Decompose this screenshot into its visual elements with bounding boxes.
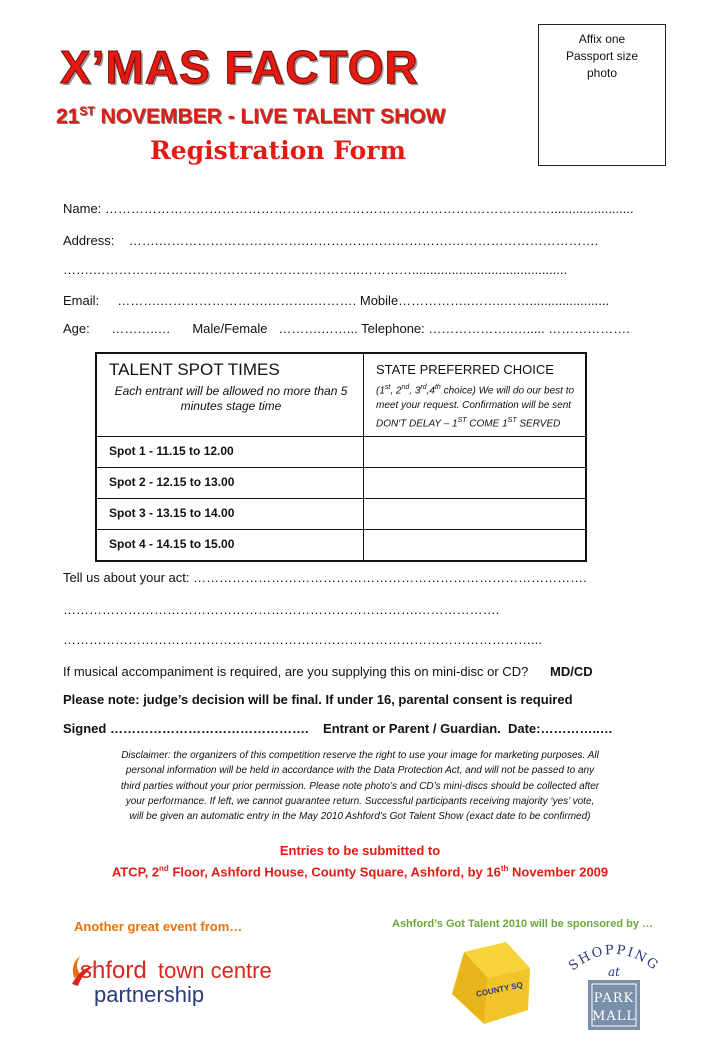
spot-4-label: Spot 4 - 14.15 to 15.00	[96, 529, 364, 561]
address-row	[63, 233, 598, 248]
table-row	[96, 436, 586, 467]
disclaimer: Disclaimer: the organizers of this competition reserve the right to use your image for marketing purposes. All personal information will be held in accordance with the Data Protection Act, and will not be passed to any third parties without your prior permission. Please note photo’s and CD’s mini-discs should be collected after your performance. If left, we cannot guarantee return. Successful participants receiving majority ‘yes’ vote, will be given an automatic entry in the May 2010 Ashford’s Got Talent Show (exact date to be confirmed)	[120, 750, 600, 823]
partnership-wordmark: partnership	[94, 982, 205, 1006]
date-label: Date:	[507, 721, 541, 736]
signed-label: Signed	[63, 721, 107, 736]
act-field-2[interactable]: ……………………………………………………………………….……………….	[63, 602, 500, 617]
signature-row	[63, 721, 613, 736]
music-question: If musical accompaniment is required, are you supplying this on mini-disc or CD?	[63, 664, 529, 679]
spot-3-choice-input[interactable]	[364, 498, 587, 529]
signature-field[interactable]: ……………………………………….	[109, 721, 309, 736]
photo-box-line2: Passport size	[565, 49, 639, 63]
spot-2-label: Spot 2 - 12.15 to 13.00	[96, 467, 364, 498]
gender-label: Male/Female	[192, 321, 268, 336]
town-centre-wordmark: town centre	[158, 958, 272, 983]
name-row	[63, 201, 634, 216]
gender-field[interactable]: ……….……...	[278, 321, 358, 336]
entrant-label: Entrant or Parent / Guardian.	[323, 721, 501, 736]
name-field[interactable]: ………………………………………………………………………….……………….......................	[104, 201, 634, 216]
subtitle-date: 21	[56, 105, 80, 128]
mobile-label: Mobile	[359, 293, 399, 308]
music-format-choice[interactable]: MD/CD	[549, 664, 593, 679]
talent-spot-table	[95, 352, 587, 562]
address-row-2	[63, 262, 567, 277]
submission-heading: Entries to be submitted to	[279, 843, 441, 858]
email-label: Email:	[63, 293, 100, 308]
park-mall-logo	[566, 936, 662, 1036]
address-field-2[interactable]: …….……………………………………………………..…………...........................................	[63, 262, 568, 277]
act-row-3	[63, 632, 542, 647]
sponsor-text: Ashford’s Got Talent 2010 will be sponsored by …	[392, 918, 653, 930]
photo-box-line1: Affix one	[578, 32, 626, 46]
submission-info	[62, 842, 658, 881]
music-row	[63, 664, 593, 679]
form-title: Registration Form	[150, 136, 406, 165]
event-subtitle	[56, 104, 445, 129]
date-field[interactable]: …………..…	[540, 721, 613, 736]
table-row	[96, 529, 586, 561]
spot-1-choice-input[interactable]	[364, 436, 587, 467]
email-mobile-row	[63, 293, 609, 308]
table-header-row	[96, 353, 586, 436]
preferred-choice-title: STATE PREFERRED CHOICE	[376, 362, 554, 377]
talent-spot-title: TALENT SPOT TIMES	[109, 360, 280, 379]
mall-wordmark: MALL	[592, 1009, 636, 1024]
act-field-3[interactable]: ………………………………………………………………………………………………...	[63, 632, 542, 647]
page-title: X’MAS FACTOR	[60, 41, 419, 93]
photo-box-line3: photo	[586, 66, 618, 80]
shopping-arc-text: SHOPPING	[566, 942, 662, 975]
shopping-at-text: at	[608, 965, 620, 979]
judges-note: Please note: judge’s decision will be final. If under 16, parental consent is required	[63, 692, 573, 707]
table-row	[96, 498, 586, 529]
preferred-choice-note: (1st, 2nd, 3rd,4th choice) We will do our best to meet your request. Confirmation will be sent DON'T DELAY – 1ST COME 1ST SERVED	[376, 384, 575, 430]
name-label: Name:	[63, 201, 102, 216]
mobile-field[interactable]: ……………..……..……......................	[398, 293, 610, 308]
subtitle-rest: NOVEMBER - LIVE TALENT SHOW	[94, 105, 446, 128]
spot-1-label: Spot 1 - 11.15 to 12.00	[96, 436, 364, 467]
act-field[interactable]: ……………………………………………………………………………….	[193, 570, 587, 585]
county-square-wordmark: COUNTY SQ	[475, 980, 524, 999]
ashford-partnership-logo	[66, 944, 276, 1006]
age-label: Age:	[63, 321, 90, 336]
telephone-field[interactable]: ………………..…..... ……………….	[428, 321, 630, 336]
act-row	[63, 570, 587, 585]
subtitle-sup: ST	[79, 104, 95, 118]
another-event-text: Another great event from…	[74, 919, 243, 934]
act-row-2	[63, 602, 499, 617]
address-field[interactable]: …….…………………………….…………………………….…………………………….	[128, 233, 599, 248]
talent-spot-header	[96, 353, 364, 436]
spot-3-label: Spot 3 - 13.15 to 14.00	[96, 498, 364, 529]
table-row	[96, 467, 586, 498]
submission-address: ATCP, 2nd Floor, Ashford House, County Square, Ashford, by 16th November 2009	[111, 864, 609, 880]
preferred-choice-header	[364, 353, 587, 436]
email-field[interactable]: ……….…………………….………..……….	[117, 293, 357, 308]
address-label: Address:	[63, 233, 115, 248]
county-square-logo	[444, 938, 540, 1030]
spot-2-choice-input[interactable]	[364, 467, 587, 498]
park-wordmark: PARK	[593, 991, 635, 1006]
telephone-label: Telephone:	[361, 321, 425, 336]
age-field[interactable]: ………..…	[111, 321, 171, 336]
stage-time-note: Each entrant will be allowed no more than 5 minutes stage time	[114, 384, 348, 413]
act-label: Tell us about your act:	[63, 570, 190, 585]
ashford-wordmark: shford	[80, 957, 147, 984]
photo-placeholder-box	[538, 24, 666, 166]
spot-4-choice-input[interactable]	[364, 529, 587, 561]
age-row	[63, 321, 630, 336]
